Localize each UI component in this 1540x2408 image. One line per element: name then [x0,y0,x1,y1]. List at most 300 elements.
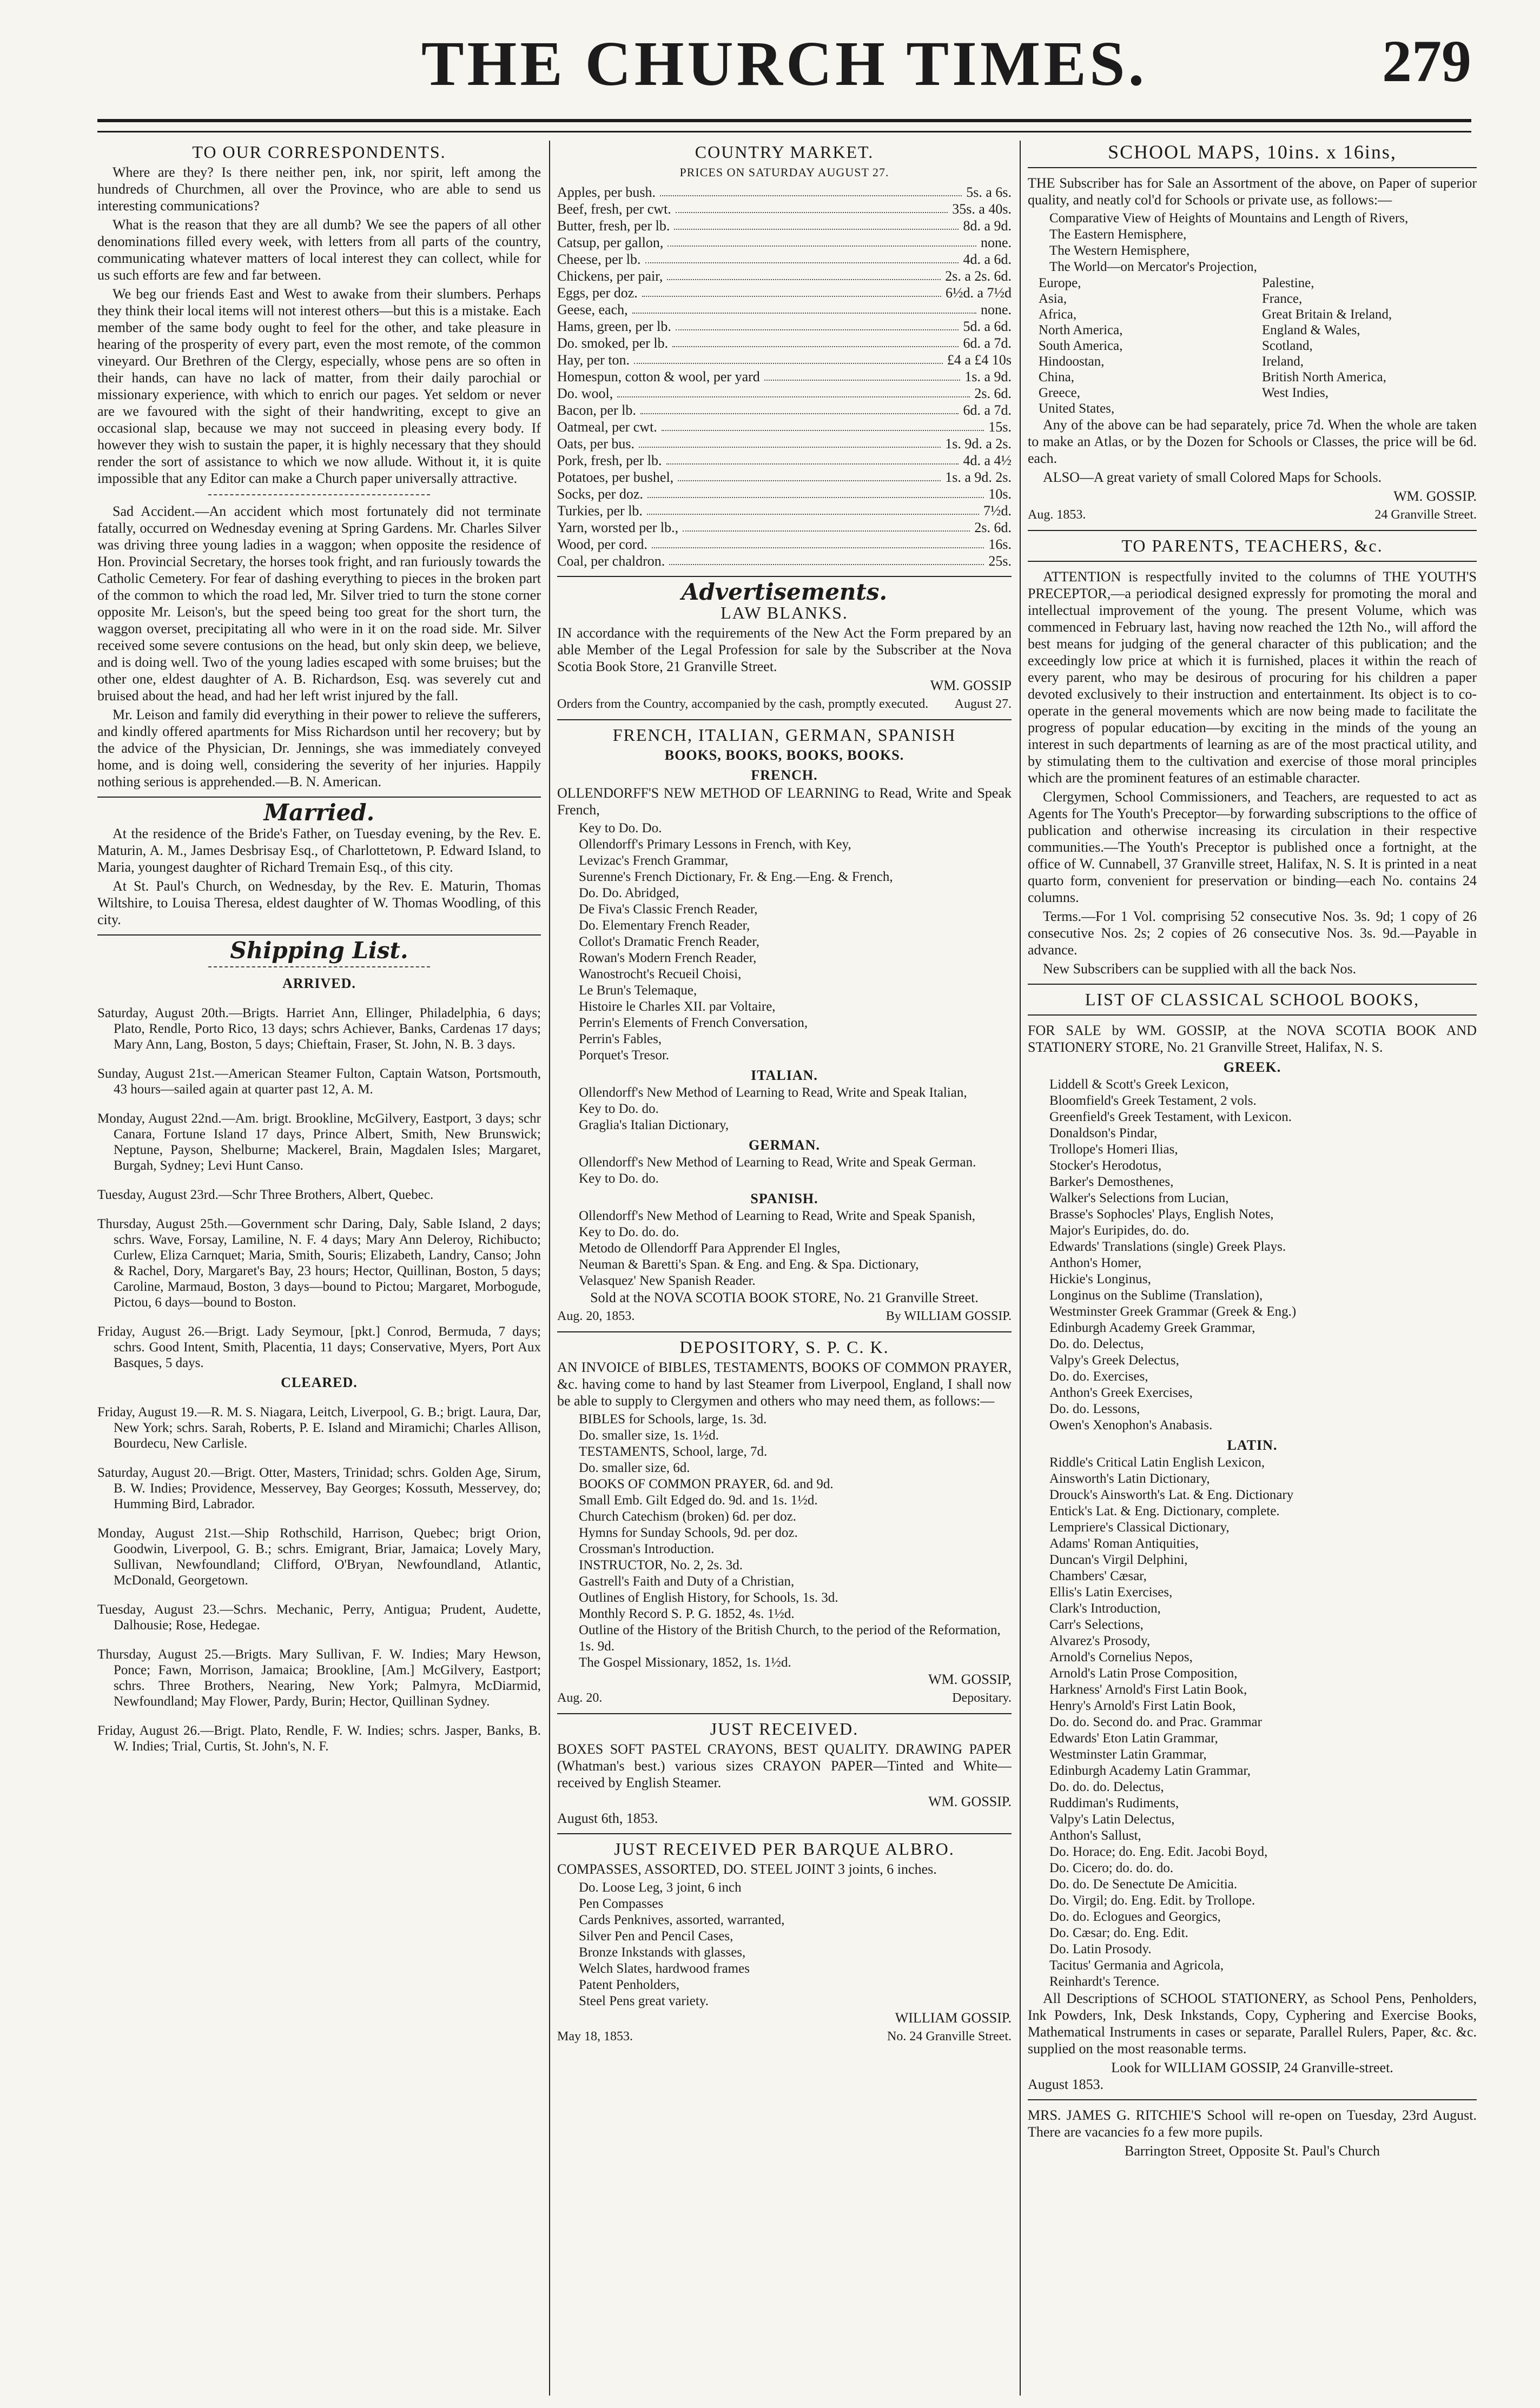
book-item: De Fiva's Classic French Reader, [579,902,758,917]
shipping-entry: Sunday, August 21st.—American Steamer Fulton, Captain Watson, Portsmouth, 43 hours—sailed again at quarter past 12, A. M. [97,1066,541,1097]
depository-item: Monthly Record S. P. G. 1852, 4s. 1½d. [579,1607,795,1621]
market-price: none. [980,302,1012,317]
market-price: 1s. a 9d. 2s. [945,469,1012,485]
parents-heading: TO PARENTS, TEACHERS, &c. [1121,536,1383,555]
book-item: Levizac's French Grammar, [579,853,729,868]
map-item: South America, [1039,339,1123,353]
book-item: Do. do. De Senectute De Amicitia. [1049,1877,1238,1892]
book-item: Hickie's Longinus, [1049,1272,1151,1286]
spanish-heading: SPANISH. [750,1191,818,1206]
stationery-item: Cards Penknives, assorted, warranted, [579,1913,785,1927]
column-3 [1028,141,1477,2396]
market-row [557,452,1012,469]
leader-dots [667,234,976,247]
book-item: Edwards' Eton Latin Grammar, [1049,1731,1218,1746]
market-row [557,536,1012,553]
divider [557,576,1012,577]
market-price: 6d. a 7d. [963,335,1012,351]
book-item: Velasquez' New Spanish Reader. [579,1273,756,1288]
market-row [557,284,1012,301]
divider [1028,561,1477,562]
stationery-item: Steel Pens great variety. [579,1994,709,2008]
classical-books-intro: FOR SALE by WM. GOSSIP, at the NOVA SCOTIA BOOK AND STATIONERY STORE, No. 21 Granville Street, Halifax, N. S. [1028,1023,1477,1055]
book-item: Edinburgh Academy Latin Grammar, [1049,1763,1251,1778]
book-item: Do. Cæsar; do. Eng. Edit. [1049,1926,1188,1940]
market-row [557,486,1012,502]
correspondents-article [97,164,541,487]
shipping-entry: Saturday, August 20.—Brigt. Otter, Masters, Trinidad; schrs. Golden Age, Sirum, B. W. Indies; Providence, Messervey, Bay Georges; Kossuth, Messervey, do; Humming Bird, Labrador. [97,1465,541,1511]
albro-list [557,1880,1012,2009]
divider [208,494,430,495]
greek-heading: GREEK. [1223,1059,1281,1075]
market-price: 4d. a 4½ [963,453,1012,468]
map-item: Palestine, [1262,276,1314,290]
cleared-list [97,1404,541,1754]
book-item: Graglia's Italian Dictionary, [579,1118,729,1132]
book-item: Trollope's Homeri Ilias, [1049,1142,1178,1157]
ritchie-school-address: Barrington Street, Opposite St. Paul's Church [1125,2143,1380,2159]
book-item: Do. do. Delectus, [1049,1337,1144,1351]
market-row [557,519,1012,536]
paragraph: Mr. Leison and family did everything in their power to relieve the sufferers, and kindly offered apartments for Miss Richardson until her recovery; but by the advice of the Physician, Dr. Jennings, she was immediately conveyed home, and is doing well, considering the severity of her injuries. Happily nothing serious is apprehended.—B. N. American. [97,707,541,790]
advertisements-heading: Advertisements. [681,579,888,605]
book-item: Rowan's Modern French Reader, [579,951,757,965]
market-item: Potatoes, per bushel, [557,469,674,485]
book-item: Harkness' Arnold's First Latin Book, [1049,1682,1247,1697]
market-price: 6½d. a 7½d [945,285,1012,301]
school-maps-pairs [1028,275,1477,416]
market-item: Wood, per cord. [557,536,647,552]
map-item: Europe, [1039,276,1081,290]
law-blanks-heading: LAW BLANKS. [721,603,848,622]
market-row [557,469,1012,486]
shipping-entry: Friday, August 26.—Brigt. Plato, Rendle, F. W. Indies; schrs. Jasper, Banks, B. W. Indies; Trial, Curtis, St. John's, N. F. [97,1723,541,1754]
stationery-item: Pen Compasses [579,1896,664,1911]
column-divider [549,141,550,2396]
map-item: Great Britain & Ireland, [1262,307,1392,322]
shipping-entry: Tuesday, August 23rd.—Schr Three Brothers, Albert, Quebec. [97,1188,434,1202]
depository-item: Crossman's Introduction. [579,1542,715,1556]
classical-books-heading: LIST OF CLASSICAL SCHOOL BOOKS, [1085,990,1420,1009]
albro-address: No. 24 Granville Street. [887,2029,1012,2044]
market-row [557,502,1012,519]
leader-dots [676,318,959,330]
just-received-date: August 6th, 1853. [557,1810,658,1826]
market-row [557,217,1012,234]
divider [1028,1014,1477,1016]
leader-dots [678,469,941,481]
market-price: 2s. 6d. [974,386,1012,401]
leader-dots [634,351,943,364]
depository-item: BOOKS OF COMMON PRAYER, 6d. and 9d. [579,1477,834,1491]
book-item: Ruddiman's Rudiments, [1049,1796,1179,1810]
market-row [557,368,1012,385]
market-row [557,251,1012,268]
market-item: Oatmeal, per cwt. [557,419,657,435]
map-item: British North America, [1262,370,1386,384]
market-item: Do. wool, [557,386,613,401]
leader-dots [683,519,970,532]
map-item: West Indies, [1262,386,1329,400]
paragraph: Sad Accident.—An accident which most fortunately did not terminate fatally, occurred on Wednesday evening at Spring Gardens. Mr. Charles Silver was driving three young ladies in a waggon; when opposite the residence of Hon. Provincial Secretary, the horses took fright, and ran furiously towards the Catholic Cemetery. For fear of dashing everything to pieces in the broken part of the common to which the road led, Mr. Silver tried to turn the stone corner opposite Mr. Leison's, but the speed being too great for the short turn, the waggon overset, precipitating all who were in it on the road side. Mr. Silver received some severe contusions on the head, but only skin deep, we believe, and is doing well. Two of the young ladies escaped with some bruises; but the other one, eldest daughter of A. B. Richardson, Esq. was severely cut and bruised about the head, and had her left wrist injured by the fall. [97,503,541,704]
map-item: The Western Hemisphere, [1049,243,1190,258]
map-item: Hindoostan, [1039,354,1105,369]
market-price: 10s. [988,486,1012,502]
leader-dots [645,251,959,263]
book-item: Collot's Dramatic French Reader, [579,934,759,949]
book-item: Do. Virgil; do. Eng. Edit. by Trollope. [1049,1893,1255,1908]
map-item: Scotland, [1262,339,1313,353]
languages-heading: FRENCH, ITALIAN, GERMAN, SPANISH [612,725,956,745]
map-item: Greece, [1039,386,1081,400]
paragraph: Where are they? Is there neither pen, ink, nor spirit, left among the hundreds of Churchmen, all over the Province, who are able to send us interesting communications? [97,164,541,214]
school-maps-note: Any of the above can be had separately, price 7d. When the whole are taken to make an Atlas, or by the Dozen for Schools or Classes, the price will be 6d. each. [1028,417,1477,466]
divider [1028,530,1477,531]
albro-intro: COMPASSES, ASSORTED, DO. STEEL JOINT 3 joints, 6 inches. [557,1861,937,1877]
paragraph: What is the reason that they are all dumb? We see the papers of all other denominations filled every week, with letters from all parts of the country, communicating whatever matters of local interest they can collect, while for us such efforts are few and far between. [97,217,541,283]
paragraph: ATTENTION is respectfully invited to the columns of THE YOUTH'S PRECEPTOR,—a periodical designed expressly for promoting the moral and intellectual improvement of the young. The present Volume, which was commenced in February last, having now reached the 12th No., will afford the best means for judging of the general character of this publication; and the exceedingly low price at which it is furnished, places it within the reach of every parent, who may be desirous of procuring for his children a paper devoted exclusively to their instruction and entertainment. Its object is to co-operate in the general movements which are now being made to facilitate the progress of popular education—by exciting in the minds of the young an interest in such departments of learning as are of the most practical utility, and by stimulating them to the cultivation and exercise of those moral principles which are the prominent features of an estimable character. [1028,569,1477,786]
italian-list [557,1085,1012,1133]
market-row [557,385,1012,402]
market-price: 2s. a 2s. 6d. [945,268,1012,284]
leader-dots [672,335,959,347]
map-item: Asia, [1039,291,1067,306]
book-item: Walker's Selections from Lucian, [1049,1191,1229,1205]
market-item: Socks, per doz. [557,486,643,502]
german-heading: GERMAN. [749,1137,820,1153]
stationery-item: Bronze Inkstands with glasses, [579,1945,746,1960]
book-item: Alvarez's Prosody, [1049,1634,1151,1648]
depository-item: BIBLES for Schools, large, 1s. 3d. [579,1412,767,1427]
married-heading: Married. [263,799,375,826]
market-item: Do. smoked, per lb. [557,335,669,351]
leader-dots [639,435,941,448]
book-item: Neuman & Baretti's Span. & Eng. and Eng. & Spa. Dictionary, [579,1257,919,1272]
depository-item: Hymns for Sunday Schools, 9d. per doz. [579,1525,798,1540]
albro-date: May 18, 1853. [557,2029,633,2044]
shipping-entry: Thursday, August 25th.—Government schr Daring, Daly, Sable Island, 2 days; schrs. Wave, Forsay, Lamiline, N. F. 4 days; Mary Ann Deleroy, Richibucto; Curlew, Eliza Carnquet; Maria, Smith, Souris; Elizabeth, Landry, Canso; John & Rachel, Dory, Margaret's Bay, 23 hours; Hector, Quillinan, Boston, 5 days; Caroline, Marmaud, Boston, 3 days—bound to Pictou; Margaret, Morbogude, Pictou, 6 days—bound to Boston. [97,1217,541,1310]
school-maps-date: Aug. 1853. [1028,508,1086,522]
market-row [557,402,1012,419]
leader-dots [676,201,948,213]
italian-heading: ITALIAN. [751,1067,818,1083]
market-row [557,435,1012,452]
map-item: France, [1262,291,1303,306]
spck-intro: AN INVOICE of BIBLES, TESTAMENTS, BOOKS OF COMMON PRAYER, &c. having come to hand by last Steamer from Liverpool, England, I shall now be able to supply to Clergymen and others who may need them, as follows:— [557,1359,1012,1409]
just-received-signature: WM. GOSSIP. [928,1794,1012,1809]
languages-signature-row [557,1308,1012,1325]
book-item: Arnold's Cornelius Nepos, [1049,1650,1193,1664]
shipping-entry: Saturday, August 20th.—Brigts. Harriet Ann, Ellinger, Philadelphia, 6 days; Plato, Rendle, Porto Rico, 13 days; schrs Achiever, Banks, Cardenas 17 days; Mary Ann, Lang, Boston, 5 days; Chieftain, Fraser, St. John, N. B. 3 days. [97,1006,541,1052]
leader-dots [666,452,959,465]
market-item: Turkies, per lb. [557,503,643,519]
book-item: Edinburgh Academy Greek Grammar, [1049,1321,1255,1335]
map-item: The World—on Mercator's Projection, [1049,260,1257,274]
book-item: Key to Do. do. [579,1171,659,1186]
market-price: 25s. [988,553,1012,569]
shipping-entry: Tuesday, August 23.—Schrs. Mechanic, Perry, Antigua; Prudent, Audette, Dalhousie; Rose, Hedegae. [97,1602,541,1633]
map-item: The Eastern Hemisphere, [1049,227,1187,242]
map-item: Comparative View of Heights of Mountains and Length of Rivers, [1049,211,1409,225]
market-price: 1s. a 9d. [964,369,1012,384]
market-item: Apples, per bush. [557,184,656,200]
book-item: Key to Do. do. [579,1102,659,1116]
albro-heading: JUST RECEIVED PER BARQUE ALBRO. [614,1839,955,1859]
market-price: 15s. [988,419,1012,435]
book-item: Ellis's Latin Exercises, [1049,1585,1173,1600]
market-row [557,419,1012,435]
depository-item: TESTAMENTS, School, large, 7d. [579,1444,768,1459]
school-maps-lead-list [1028,210,1477,275]
book-item: Brasse's Sophocles' Plays, English Notes, [1049,1207,1274,1222]
leader-dots [764,368,961,381]
book-item: Do. do. Exercises, [1049,1369,1148,1384]
market-item: Beef, fresh, per cwt. [557,201,671,217]
depository-item: Do. smaller size, 1s. 1½d. [579,1428,719,1443]
market-price: 1s. 9d. a 2s. [945,436,1012,452]
stationery-item: Patent Penholders, [579,1978,680,1992]
market-item: Eggs, per doz. [557,285,638,301]
book-item: Do. Do. Abridged, [579,886,679,900]
book-item: Barker's Demosthenes, [1049,1175,1174,1189]
book-item: Wanostrocht's Recueil Choisi, [579,967,742,981]
book-item: Chambers' Cæsar, [1049,1569,1147,1583]
market-price: 16s. [988,536,1012,552]
map-item: North America, [1039,323,1123,337]
french-list [557,820,1012,1064]
languages-signature: By WILLIAM GOSSIP. [885,1309,1012,1323]
law-blanks-date: August 27. [954,697,1012,711]
divider [1028,2099,1477,2100]
cleared-heading: CLEARED. [281,1375,358,1390]
market-row [557,201,1012,217]
leader-dots [674,217,959,230]
book-item: Clark's Introduction, [1049,1601,1161,1616]
divider [97,797,541,798]
market-row [557,335,1012,351]
book-item: Anthon's Greek Exercises, [1049,1385,1193,1400]
parents-article [1028,568,1477,977]
book-item: Longinus on the Sublime (Translation), [1049,1288,1263,1303]
stationery-look: Look for WILLIAM GOSSIP, 24 Granville-street. [1111,2060,1393,2075]
market-price: none. [980,235,1012,250]
book-item: Riddle's Critical Latin English Lexicon, [1049,1455,1265,1470]
column-divider [1020,141,1021,2396]
school-maps-signature: WM. GOSSIP. [1393,488,1477,504]
shipping-entry: Monday, August 21st.—Ship Rothschild, Harrison, Quebec; brigt Orion, Goodwin, Liverpool, G. B.; schrs. Emigrant, Briar, Jamaica; Lovely Mary, Sullivan, Newfoundland; Clifford, O'Bryan, Newfoundland, Atlantic, McDonald, Georgetown. [97,1526,541,1588]
leader-dots [647,486,984,498]
book-item: Do. do. Eclogues and Georgics, [1049,1909,1221,1924]
languages-footer: Sold at the NOVA SCOTIA BOOK STORE, No. 21 Granville Street. [590,1290,979,1305]
divider [557,1833,1012,1834]
leader-dots [669,553,984,565]
book-item: Henry's Arnold's First Latin Book, [1049,1699,1236,1713]
spck-date-row [557,1690,1012,1707]
depository-item: INSTRUCTOR, No. 2, 2s. 3d. [579,1558,743,1573]
book-item: Anthon's Sallust, [1049,1828,1141,1843]
market-row [557,318,1012,335]
accident-article [97,503,541,790]
leader-dots [617,385,970,397]
book-item: Lempriere's Classical Dictionary, [1049,1520,1230,1535]
book-item: Do. Latin Prosody. [1049,1942,1152,1956]
map-item: Ireland, [1262,354,1304,369]
spck-heading: DEPOSITORY, S. P. C. K. [679,1337,889,1357]
book-item: Ainsworth's Latin Dictionary, [1049,1471,1210,1486]
book-item: Westminster Greek Grammar (Greek & Eng.) [1049,1304,1297,1319]
latin-list [1028,1455,1477,1990]
market-price: £4 a £4 10s [947,352,1012,368]
leader-dots [652,536,984,548]
paragraph: Terms.—For 1 Vol. comprising 52 consecutive Nos. 3s. 9d; 1 copy of 26 consecutive Nos. 2s; 2 copies of 26 consecutive Nos. 3s. 9d.—Payable in advance. [1028,908,1477,958]
book-item: Perrin's Elements of French Conversation, [579,1016,808,1030]
map-item: China, [1039,370,1074,384]
book-item: Do. do. Second do. and Prac. Grammar [1049,1715,1262,1729]
market-row [557,301,1012,318]
marriage-notice: At the residence of the Bride's Father, on Tuesday evening, by the Rev. E. Maturin, A. M., James Desbrisay Esq., of Charlottetown, P. Edward Island, to Maria, youngest daughter of Richard Tremain Esq., of this city. [97,826,541,875]
book-item: Do. Horace; do. Eng. Edit. Jacobi Boyd, [1049,1845,1268,1859]
market-item: Chickens, per pair, [557,268,663,284]
market-item: Yarn, worsted per lb., [557,520,679,535]
divider [1028,984,1477,985]
book-item: Valpy's Latin Delectus, [1049,1812,1175,1827]
leader-dots [632,301,976,314]
law-blanks-signature: WM. GOSSIP [930,678,1012,693]
just-received-text: BOXES SOFT PASTEL CRAYONS, BEST QUALITY. DRAWING PAPER (Whatman's best.) various sizes CRAYON PAPER—Tinted and White—received by English Steamer. [557,1741,1012,1790]
stationery-item: Do. Loose Leg, 3 joint, 6 inch [579,1880,742,1895]
column-1 [97,141,541,2396]
book-item: Arnold's Latin Prose Composition, [1049,1666,1238,1681]
book-item: Ollendorff's New Method of Learning to Read, Write and Speak German. [579,1155,976,1170]
book-item: Porquet's Tresor. [579,1048,670,1063]
masthead [97,22,1471,119]
map-item: England & Wales, [1262,323,1360,337]
map-item: United States, [1039,401,1115,416]
shipping-entry: Monday, August 22nd.—Am. brigt. Brookline, McGilvery, Eastport, 3 days; schr Canara, Fortune Island 17 days, Prince Albert, Smith, New Brunswick; Neptune, Payson, Shelburne; Mackerel, Brain, Magdalen Isles; Margaret, Burgah, Sydney; Levi Hunt Canso. [97,1111,541,1173]
book-item: Metodo de Ollendorff Para Apprender El Ingles, [579,1241,841,1256]
shipping-entry: Thursday, August 25.—Brigts. Mary Sullivan, F. W. Indies; Mary Hewson, Ponce; Fawn, Morrison, Jamaica; Brookline, [Am.] McGilvery, Eastport; schrs. Three Brothers, Nearing, New York; Palmyra, McDiarmid, Newfoundland; May Flower, Pardy, Burin; Hector, Quillinan Sydney. [97,1647,541,1709]
market-item: Hay, per ton. [557,352,630,368]
depository-item: The Gospel Missionary, 1852, 1s. 1½d. [579,1655,791,1670]
just-received-heading: JUST RECEIVED. [710,1719,859,1739]
ritchie-school-text: MRS. JAMES G. RITCHIE'S School will re-open on Tuesday, 23rd August. There are vacancies fo a few more pupils. [1028,2107,1477,2140]
depository-item: Do. smaller size, 6d. [579,1461,690,1475]
paragraph: We beg our friends East and West to awake from their slumbers. Perhaps they think their local items will not interest others—but this is a mistake. Each member of the same body ought to feel for the other, and take pleasure in hearing of the prosperity of every part, even the most remote, of the common vineyard. Our Brethren of the Clergy, especially, whose pens are so often in their hands, can have no lack of matter, from their daily parochial or missionary experience, with which to enrich our pages. Yet seldom or never are we favoured with the sight of their handwriting, except to give an occasional slap, because we may not succeed in pleasing every body. If however they wish to sustain the paper, it is highly necessary that they should render the sort of assistance to which we now allude. Without it, it is quite impossible that any Editor can make a Church paper universally attractive. [97,286,541,486]
divider [1028,167,1477,168]
market-heading: COUNTRY MARKET. [695,142,874,162]
languages-subheading: BOOKS, BOOKS, BOOKS, BOOKS. [664,747,904,763]
leader-dots [662,419,984,431]
book-item: Greenfield's Greek Testament, with Lexicon. [1049,1110,1292,1124]
book-item: Le Brun's Telemaque, [579,983,697,998]
market-row [557,184,1012,201]
paragraph: New Subscribers can be supplied with all the back Nos. [1043,961,1357,977]
book-item: Bloomfield's Greek Testament, 2 vols. [1049,1093,1257,1108]
market-row [557,234,1012,251]
book-item: Ollendorff's New Method of Learning to Read, Write and Speak Italian, [579,1085,967,1100]
book-item: Donaldson's Pindar, [1049,1126,1158,1140]
market-price: 2s. 6d. [974,520,1012,535]
law-blanks-note: Orders from the Country, accompanied by the cash, promptly executed. [557,697,929,711]
market-item: Butter, fresh, per lb. [557,218,670,234]
book-item: Do. Cicero; do. do. do. [1049,1861,1174,1875]
book-item: Liddell & Scott's Greek Lexicon, [1049,1077,1229,1092]
german-list [557,1155,1012,1187]
market-price: 35s. a 40s. [952,201,1012,217]
book-item: Surenne's French Dictionary, Fr. & Eng.—Eng. & French, [579,870,893,884]
market-price: 7½d. [983,503,1012,519]
market-price: 5s. a 6s. [966,184,1012,200]
languages-date: Aug. 20, 1853. [557,1309,635,1323]
book-item: Do. do. Lessons, [1049,1402,1140,1416]
law-blanks-text: IN accordance with the requirements of the New Act the Form prepared by an able Member of the Legal Profession for sale by the Subscriber at the Nova Scotia Book Store, 21 Granville Street. [557,625,1012,674]
spanish-list [557,1208,1012,1289]
book-item: Ollendorff's New Method of Learning to Read, Write and Speak Spanish, [579,1209,975,1223]
law-blanks-note-row [557,696,1012,713]
latin-heading: LATIN. [1227,1437,1278,1453]
book-item: Adams' Roman Antiquities, [1049,1536,1199,1551]
albro-signature: WILLIAM GOSSIP. [895,2010,1012,2026]
market-row [557,553,1012,569]
book-item: Entick's Lat. & Eng. Dictionary, complete. [1049,1504,1280,1518]
married-notices [97,825,541,928]
leader-dots [660,184,962,196]
divider [557,719,1012,720]
spck-role: Depositary. [952,1691,1012,1705]
leader-dots [642,284,941,297]
school-maps-intro: THE Subscriber has for Sale an Assortment of the above, on Paper of superior quality, and neatly col'd for Schools or private use, as follows:— [1028,175,1477,208]
school-maps-address: 24 Granville Street. [1374,508,1477,522]
arrived-heading: ARRIVED. [282,976,356,991]
book-item: Owen's Xenophon's Anabasis. [1049,1418,1213,1432]
book-item: Histoire le Charles XII. par Voltaire, [579,999,776,1014]
book-item: Westminster Latin Grammar, [1049,1747,1207,1762]
market-item: Geese, each, [557,302,628,317]
leader-dots [667,268,941,280]
book-item: Key to Do. do. do. [579,1225,679,1239]
stationery-date: August 1853. [1028,2077,1104,2092]
book-item: Stocker's Herodotus, [1049,1158,1162,1173]
market-price-table [557,184,1012,569]
divider [97,934,541,936]
spck-date: Aug. 20. [557,1691,603,1705]
depository-item: Gastrell's Faith and Duty of a Christian, [579,1574,795,1589]
market-price: 8d. a 9d. [963,218,1012,234]
market-row [557,268,1012,284]
book-item: Duncan's Virgil Delphini, [1049,1553,1188,1567]
market-item: Homespun, cotton & wool, per yard [557,369,760,384]
book-item: Key to Do. Do. [579,821,662,835]
arrived-list [97,1005,541,1371]
stationery-note: All Descriptions of SCHOOL STATIONERY, as School Pens, Penholders, Ink Powders, Ink, Desk Inkstands, Copy, Cyphering and Exercise Books, Mathematical Instruments in cases or separate, Parallel Rulers, Paper, &c. &c. supplied on the most reasonable terms. [1028,1991,1477,2057]
market-item: Pork, fresh, per lb. [557,453,662,468]
albro-date-row [557,2028,1012,2045]
stationery-item: Silver Pen and Pencil Cases, [579,1929,733,1943]
shipping-entry: Friday, August 19.—R. M. S. Niagara, Leitch, Liverpool, G. B.; brigt. Laura, Dar, New York; schrs. Sarah, Roberts, P. E. Island and Miramichi; Charles Allison, Bourdecu, New Carlisle. [97,1405,541,1451]
shipping-entry: Friday, August 26.—Brigt. Lady Seymour, [pkt.] Conrod, Bermuda, 7 days; schrs. Good Intent, Smith, Placentia, 11 days; Conservative, Myers, Port Aux Basques, 5 days. [97,1324,541,1370]
leader-dots [647,502,979,515]
depository-item: Outlines of English History, for Schools, 1s. 3d. [579,1590,838,1605]
french-intro: OLLENDORFF'S NEW METHOD OF LEARNING to Read, Write and Speak French, [557,785,1012,818]
market-item: Bacon, per lb. [557,402,636,418]
paragraph: Clergymen, School Commissioners, and Teachers, are requested to act as Agents for The Youth's Preceptor—by forwarding subscriptions to the office of publication and otherwise increasing its circulation in their respective communities.—The Youth's Preceptor is published once a fortnight, at the office of W. Cunnabell, 37 Granville street, Halifax, N. S. It is printed in a neat quarto form, convenient for preservation or binding—each No. contains 24 columns. [1028,789,1477,905]
book-item: Reinhardt's Terence. [1049,1974,1160,1989]
greek-list [1028,1077,1477,1434]
market-item: Oats, per bus. [557,436,634,452]
map-item: Africa, [1039,307,1077,322]
divider [557,1331,1012,1332]
divider [208,966,430,967]
